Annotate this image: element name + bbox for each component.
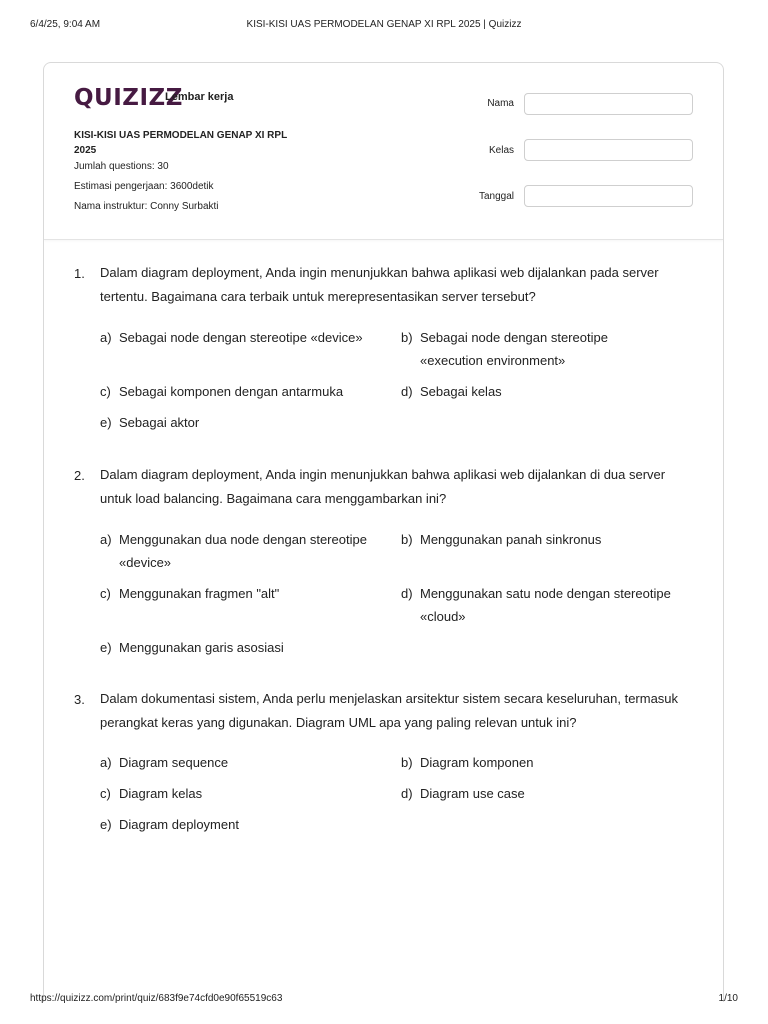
option-letter: c) bbox=[100, 384, 111, 399]
quiz-title bbox=[74, 128, 324, 158]
option-text: Diagram use case bbox=[420, 786, 525, 801]
question-count: Jumlah questions: 30 bbox=[74, 161, 169, 172]
option-d bbox=[401, 582, 671, 628]
print-datetime: 6/4/25, 9:04 AM bbox=[30, 19, 101, 30]
option-letter: a) bbox=[100, 330, 112, 345]
option-letter: b) bbox=[401, 532, 413, 547]
option-text: Menggunakan garis asosiasi bbox=[119, 640, 284, 655]
option-c bbox=[100, 380, 370, 403]
option-text: Sebagai node dengan stereotipe «execution environment» bbox=[420, 330, 608, 368]
option-text: Menggunakan satu node dengan stereotipe «cloud» bbox=[420, 586, 671, 624]
quiz-title-line-2: 2025 bbox=[74, 145, 97, 156]
option-letter: d) bbox=[401, 586, 413, 601]
print-header bbox=[30, 19, 738, 33]
question-text: Dalam diagram deployment, Anda ingin menunjukkan bahwa aplikasi web dijalankan pada server tertentu. Bagaimana cara terbaik untuk merepresentasikan server tersebut? bbox=[100, 265, 659, 304]
print-url: https://quizizz.com/print/quiz/683f9e74cfd0e90f65519c63 bbox=[30, 993, 283, 1004]
question-number: 3. bbox=[74, 692, 85, 707]
worksheet-header bbox=[44, 63, 723, 240]
option-d bbox=[401, 380, 671, 403]
option-a bbox=[100, 751, 370, 774]
estimated-time: Estimasi pengerjaan: 3600detik bbox=[74, 181, 214, 192]
option-text: Diagram komponen bbox=[420, 755, 534, 770]
option-text: Sebagai aktor bbox=[119, 415, 200, 430]
date-field[interactable] bbox=[524, 185, 693, 207]
class-field[interactable] bbox=[524, 139, 693, 161]
option-e bbox=[100, 411, 370, 434]
class-field-label: Kelas bbox=[488, 145, 514, 156]
date-field-label: Tanggal bbox=[478, 191, 514, 202]
print-document-title: KISI-KISI UAS PERMODELAN GENAP XI RPL 2025 | Quizizz bbox=[246, 19, 522, 30]
option-letter: c) bbox=[100, 586, 111, 601]
option-text: Menggunakan panah sinkronus bbox=[420, 532, 602, 547]
option-b bbox=[401, 528, 671, 551]
quiz-title-line-1: KISI-KISI UAS PERMODELAN GENAP XI RPL bbox=[74, 130, 288, 141]
option-letter: b) bbox=[401, 330, 413, 345]
option-e bbox=[100, 813, 370, 836]
option-text: Menggunakan dua node dengan stereotipe «device» bbox=[119, 532, 367, 570]
option-text: Sebagai node dengan stereotipe «device» bbox=[119, 330, 363, 345]
option-e bbox=[100, 636, 370, 659]
question-number: 1. bbox=[74, 266, 85, 281]
option-letter: c) bbox=[100, 786, 111, 801]
option-b bbox=[401, 326, 671, 372]
option-c bbox=[100, 782, 370, 805]
instructor-name: Nama instruktur: Conny Surbakti bbox=[74, 201, 219, 212]
option-a bbox=[100, 528, 370, 574]
option-letter: e) bbox=[100, 640, 112, 655]
option-text: Diagram kelas bbox=[119, 786, 203, 801]
option-letter: a) bbox=[100, 532, 112, 547]
question-text: Dalam diagram deployment, Anda ingin menunjukkan bahwa aplikasi web dijalankan di dua server untuk load balancing. Bagaimana cara menggambarkan ini? bbox=[100, 467, 666, 506]
option-text: Sebagai kelas bbox=[420, 384, 502, 399]
name-field[interactable] bbox=[524, 93, 693, 115]
option-letter: d) bbox=[401, 786, 413, 801]
option-letter: e) bbox=[100, 817, 112, 832]
worksheet-type-label: Lembar kerja bbox=[165, 91, 234, 103]
option-letter: d) bbox=[401, 384, 413, 399]
option-letter: b) bbox=[401, 755, 413, 770]
option-d bbox=[401, 782, 671, 805]
option-text: Diagram sequence bbox=[119, 755, 229, 770]
worksheet-card bbox=[43, 62, 724, 1002]
print-footer bbox=[30, 993, 738, 1007]
question-number: 2. bbox=[74, 468, 85, 483]
option-letter: e) bbox=[100, 415, 112, 430]
option-b bbox=[401, 751, 671, 774]
question-text: Dalam dokumentasi sistem, Anda perlu menjelaskan arsitektur sistem secara keseluruhan, termasuk perangkat keras yang digunakan. Diagram UML apa yang paling relevan untuk ini? bbox=[100, 691, 679, 730]
option-text: Diagram deployment bbox=[119, 817, 239, 832]
option-text: Menggunakan fragmen "alt" bbox=[119, 586, 280, 601]
option-letter: a) bbox=[100, 755, 112, 770]
option-c bbox=[100, 582, 370, 605]
name-field-label: Nama bbox=[487, 98, 514, 109]
page-indicator: 1/10 bbox=[718, 993, 738, 1004]
option-text: Sebagai komponen dengan antarmuka bbox=[119, 384, 344, 399]
option-a bbox=[100, 326, 370, 349]
quizizz-logo: QUIZIZZ bbox=[74, 85, 183, 111]
